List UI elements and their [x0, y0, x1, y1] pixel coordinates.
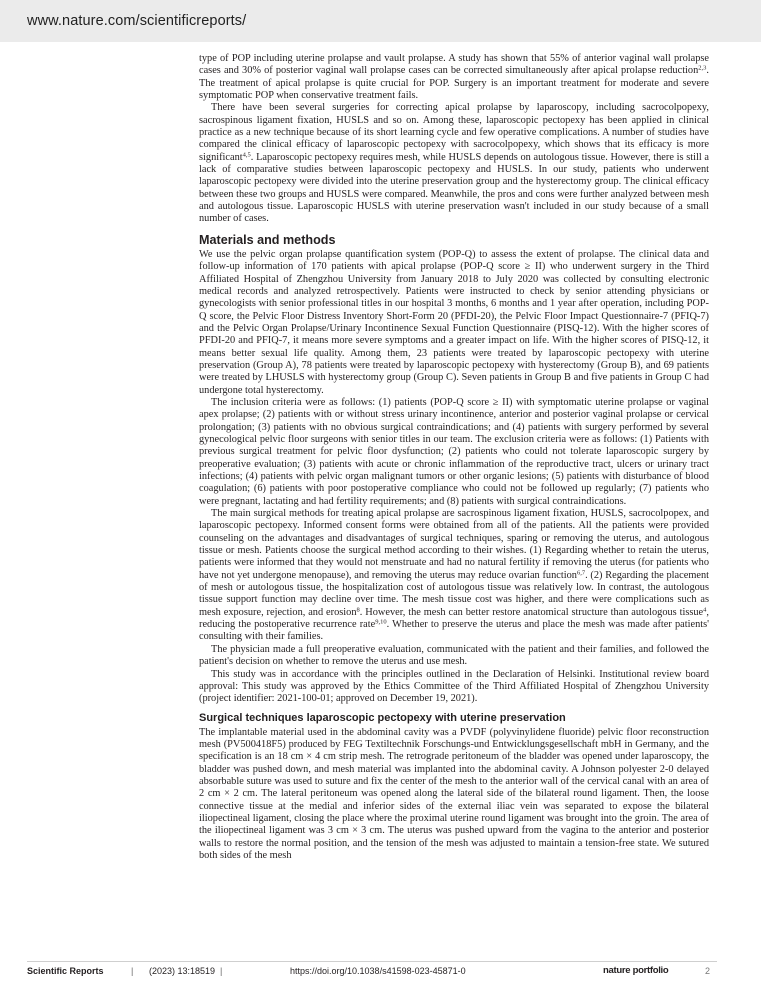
top-bar — [0, 0, 761, 42]
paragraph-surgical-1: The implantable material used in the abdominal cavity was a PVDF (polyvinylidene fluoride) pelvic floor reconstruction mesh (PV500418F5) produced by FEG Textiltechnik Forschungs-und Entwicklungsgesellschaft mbH in Germany, and the specification is an 18 cm × 4 cm strip mesh. The retrograde peritoneum of the bladder was opened under laparoscopy, the bladder was pushed down, and mesh material was implanted into the abdominal cavity. A Johnson polyester 2-0 delayed absorbable suture was used to suture and fix the center of the mesh to the anterior wall of the cervical canal with an area of 2 cm × 2 cm. The lateral peritoneum was opened along the lateral side of the bilateral round ligament. Then, the loose connective tissue at the medial and inferior sides of the external iliac vein was separated to expose the bilateral iliopectineal ligament, closing the place where the proximal uterine round ligament was brought into the groin. The area of the iliopectineal ligament was 3 cm × 3 cm. The uterus was pushed upward from the vagina to the anterior and posterior walls to restore the normal position, and the tension of the mesh was adjusted to maintain a tension-free state. We sutured both sides of the mesh — [199, 726, 709, 861]
citation-ref[interactable]: 8 — [356, 606, 360, 614]
paragraph-intro-2: There have been several surgeries for correcting apical prolapse by laparoscopy, including sacrocolpopexy, sacrospinous ligament fixation, HUSLS and so on. Among these, laparoscopic pectopexy has been applied in clinical practice as a new technique because of its short learning cycle and few operative complications. A number of studies have compared the clinical efficacy of laparoscopic pectopexy with sacrocolpopexy, which shows that its efficacy is more significant$^{4,5}$. Laparoscopic pectopexy requires mesh, while HUSLS depends on autologous tissue. However, there is still a lack of comparative studies between laparoscopic pectopexy and HUSLS. In our study, patients who underwent laparoscopic pectopexy were divided into the uterine preservation group and the hysterectomy group. The clinical efficacy between these two groups and HUSLS were compared. Meanwhile, the pros and cons were further analyzed between mesh and autologous tissue. Laparoscopic HUSLS with uterine preservation wasn't included in our study because of a small number of cases. — [199, 102, 709, 225]
footer-doi-link[interactable]: https://doi.org/10.1038/s41598-023-45871-0 — [290, 966, 466, 976]
footer-separator: | — [220, 966, 223, 976]
paragraph-methods-2: The inclusion criteria were as follows: (1) patients (POP-Q score ≥ II) with symptomatic uterine prolapse or vaginal apex prolapse; (2) patients with or without stress urinary incontinence, anterior and posterior vaginal prolapse or cervical prolongation; (3) patients with no obvious surgical contraindications; and (4) patients with surgery performed by several gynecological pelvic floor surgeons with senior titles in our team. The exclusion criteria were as follows: (1) Patients with previous surgical treatment for pelvic floor dysfunction; (2) patients who could not tolerate laparoscopic surgery by preoperative evaluation; (3) patients with acute or chronic inflammation of the reproductive tract, ulcers or urinary tract infections; (4) patients with pelvic organ malignant tumors or other organic lesions; (5) patients with disturbance of blood coagulation; (6) patients with poor postoperative compliance who could not be followed up regularly; (7) patients who were pregnant, lactating and had fertility requirements; and (8) patients with surgical contraindications. — [199, 396, 709, 507]
citation-ref[interactable]: 4 — [703, 606, 707, 614]
section-heading-surgical: Surgical techniques laparoscopic pectopexy with uterine preservation — [199, 711, 566, 724]
citation-ref[interactable]: 9,10 — [375, 618, 387, 626]
footer-divider — [27, 961, 717, 962]
paragraph-methods-5: This study was in accordance with the principles outlined in the Declaration of Helsinki. Institutional review board approval: This study was approved by the Ethics Committee of the Third Affiliated Hospital of Zhengzhou University (project identifier: 2021-100-01; approved on December 19, 2021). — [199, 668, 709, 705]
citation-ref[interactable]: 2,3 — [698, 64, 707, 72]
paragraph-methods-1: We use the pelvic organ prolapse quantification system (POP-Q) to assess the extent of prolapse. The clinical data and follow-up information of 170 patients with apical prolapse (POP-Q score ≥ II) who underwent surgery in the Third Affiliated Hospital of Zhengzhou University from January 2018 to July 2020 was collected by consulting electronic medical records and analyzed retrospectively. Patients were instructed to check by senior attending physicians or gynecologists with senior professional titles in our hospital 3 months, 6 months and 1 year after operation, including POP-Q score, the Pelvic Floor Distress Inventory Short-Form 20 (PFDI-20), the Pelvic Floor Impact Questionnaire-7 (PFIQ-7) and the Pelvic Organ Prolapse/Urinary Incontinence Sexual Function Questionnaire (PISQ-12). With the higher scores of PFDI-20 and PFIQ-7, it means more severe symptoms and a greater impact on life. With the higher scores of PISQ-12, it means better sexual life quality. Among them, 23 patients were treated by laparoscopic pectopexy with uterine preservation (Group A), 78 patients were treated by laparoscopic pectopexy with hysterectomy (Group B), and 69 patients were treated by LHUSLS with hysterectomy group (Group C). Seven patients in Group B and five patients in Group C had undergone total hysterectomy. — [199, 248, 709, 396]
footer-journal-name: Scientific Reports — [27, 966, 104, 976]
section-heading-methods: Materials and methods — [199, 232, 336, 247]
article-body — [199, 53, 709, 862]
citation-ref[interactable]: 6,7 — [576, 569, 586, 577]
paragraph-methods-4: The physician made a full preoperative evaluation, communicated with the patient and their families, and followed the patient's decision on whether to remove the uterus and use mesh. — [199, 643, 709, 668]
site-url-link[interactable]: www.nature.com/scientificreports/ — [27, 13, 247, 29]
footer-citation: (2023) 13:18519 — [149, 966, 216, 976]
paragraph-methods-3: The main surgical methods for treating apical prolapse are sacrospinous ligament fixation, HUSLS, sacrocolpopex, and laparoscopic pectopexy. Informed consent forms were obtained from all of the patients. All the patients were provided counseling on the advantages and disadvantages of surgical techniques, sparing or removing the uterus, and autologous tissue or mesh. Patients choose the surgical method according to their wishes. (1) Regarding whether to retain the uterus, patients were informed that they would not menstruate and had no natural fertility if removing the uterus (for patients who have not yet undergone menopause), and removing the uterus may reduce ovarian function$^{6,7}$. (2) Regarding the placement of mesh or autologous tissue, the hospitalization cost of autologous tissue was relatively low. In contrast, the autologous tissue support function may decline over time. The mesh tissue cost was higher, and there were complications such as mesh exposure, rejection, and erosion$^8$. However, the mesh can better restore anatomical structure than autologous tissue$^4$, reducing the postoperative recurrence rate$^{9,10}$. Whether to preserve the uterus and place the mesh was made after patients' consulting with their families. — [199, 508, 710, 643]
page-footer — [0, 966, 761, 986]
paragraph-intro-1: type of POP including uterine prolapse and vault prolapse. A study has shown that 55% of anterior vaginal wall prolapse cases and 30% of posterior vaginal wall prolapse cases can be corrected simultaneously after apical prolapse reduction$^{2,3}$. The treatment of apical prolapse is quite crucial for POP. Surgery is an important treatment for moderate and severe symptomatic POP when conservative treatment fails. — [199, 53, 709, 102]
footer-separator: | — [131, 966, 134, 976]
citation-ref[interactable]: 4,5 — [242, 151, 251, 159]
page-number: 2 — [705, 966, 711, 976]
nature-portfolio-logo: nature portfolio — [603, 965, 669, 976]
